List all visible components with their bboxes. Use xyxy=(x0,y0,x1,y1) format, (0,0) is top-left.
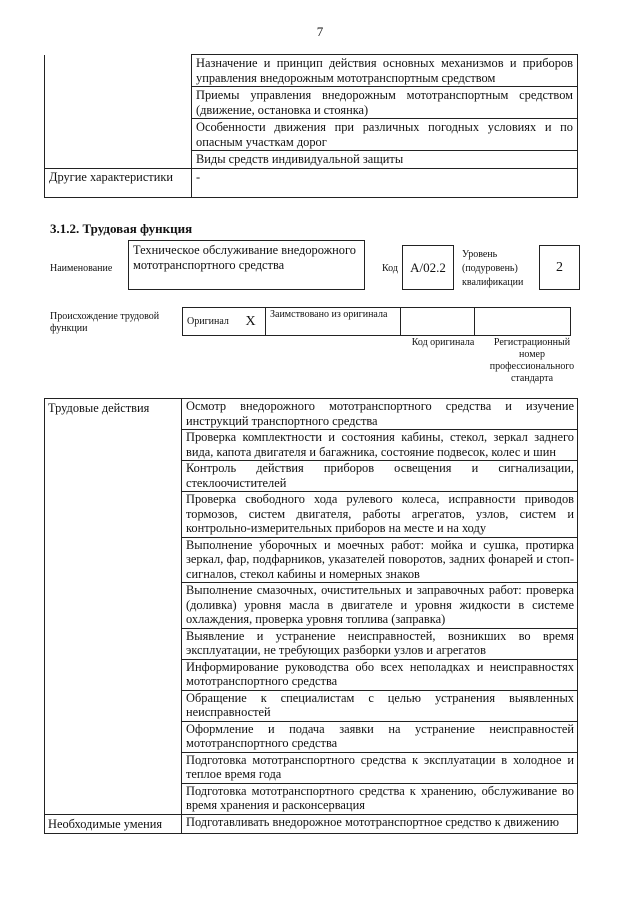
labor-action-item: Выявление и устранение неисправностей, возникших во время эксплуатации, не требующих разборки узлов и агрегатов xyxy=(182,628,578,659)
code-caption: Код оригинала xyxy=(411,337,475,348)
origin-table xyxy=(182,307,571,336)
name-label: Наименование xyxy=(50,263,113,274)
knowledge-item: Приемы управления внедорожным мототранспортным средством (движение, остановка и стоянка) xyxy=(192,87,578,119)
row-label xyxy=(45,55,192,87)
function-name-box: Техническое обслуживание внедорожного мототранспортного средства xyxy=(128,240,365,290)
labor-action-item: Выполнение смазочных, очистительных и заправочных работ: проверка (доливка) уровня масла в двигателе и уровня жидкости в системе охлаждения, проверка уровня топлива (заправка) xyxy=(182,583,578,629)
knowledge-item: Особенности движения при различных погодных условиях и по опасным участкам дорог xyxy=(192,119,578,151)
knowledge-table xyxy=(44,54,578,198)
row-label xyxy=(45,87,192,119)
labor-actions-table xyxy=(44,398,578,834)
knowledge-item: Виды средств индивидуальной защиты xyxy=(192,151,578,169)
row-label xyxy=(45,151,192,169)
skill-item: Подготавливать внедорожное мототранспортное средство к движению xyxy=(182,814,578,834)
table-row xyxy=(45,399,578,430)
original-label: Оригинал xyxy=(183,308,242,336)
page-number: 7 xyxy=(316,24,324,39)
table-row xyxy=(45,119,578,151)
skills-label: Необходимые умения xyxy=(45,814,182,834)
borrowed-label: Заимствовано из оригинала xyxy=(266,308,401,336)
row-label xyxy=(45,119,192,151)
original-mark: X xyxy=(242,308,266,336)
registration-caption: Регистрационный номер профессионального стандарта xyxy=(489,337,575,384)
labor-action-item: Подготовка мототранспортного средства к хранению, обслуживание во время хранения и расконсервация xyxy=(182,783,578,814)
table-row xyxy=(45,151,578,169)
knowledge-item: Назначение и принцип действия основных механизмов и приборов управления внедорожным мототранспортным средством xyxy=(192,55,578,87)
table-row xyxy=(45,87,578,119)
labor-action-item: Подготовка мототранспортного средства к эксплуатации в холодное и теплое время года xyxy=(182,752,578,783)
labor-action-item: Обращение к специалистам с целью устранения выявленных неисправностей xyxy=(182,690,578,721)
labor-action-item: Проверка свободного хода рулевого колеса, исправности приводов тормозов, систем двигателя, работы агрегатов, узлов, систем и контрольно-измерительных приборов на месте и на ходу xyxy=(182,492,578,538)
section-heading: 3.1.2. Трудовая функция xyxy=(50,221,193,236)
labor-action-item: Информирование руководства обо всех неполадках и неисправностях мототранспортного средства xyxy=(182,659,578,690)
labor-action-item: Контроль действия приборов освещения и сигнализации, стеклоочистителей xyxy=(182,461,578,492)
other-characteristics-value: - xyxy=(192,168,578,197)
origin-label: Происхождение трудовой функции xyxy=(50,311,160,334)
table-row xyxy=(45,55,578,87)
table-row xyxy=(45,814,578,834)
row-label: Другие характеристики xyxy=(45,168,192,197)
labor-action-item: Выполнение уборочных и моечных работ: мойка и сушка, протирка зеркал, фар, подфарников, указателей поворотов, задних фонарей и стоп-сигналов, стекол кабины и номерных знаков xyxy=(182,537,578,583)
original-code-cell xyxy=(401,308,475,336)
level-value-box: 2 xyxy=(539,245,580,290)
table-row xyxy=(45,168,578,197)
actions-label: Трудовые действия xyxy=(45,399,182,815)
labor-action-item: Осмотр внедорожного мототранспортного средства и изучение инструкций транспортного средства xyxy=(182,399,578,430)
level-label: Уровень (подуровень) квалификации xyxy=(462,249,524,288)
labor-action-item: Оформление и подача заявки на устранение неисправностей мототранспортного средства xyxy=(182,721,578,752)
code-value-box: A/02.2 xyxy=(402,245,454,290)
labor-action-item: Проверка комплектности и состояния кабины, стекол, зеркал заднего вида, капота двигателя и багажника, состояние подвесок, колес и шин xyxy=(182,430,578,461)
registration-number-cell xyxy=(475,308,571,336)
code-label: Код xyxy=(382,263,398,274)
